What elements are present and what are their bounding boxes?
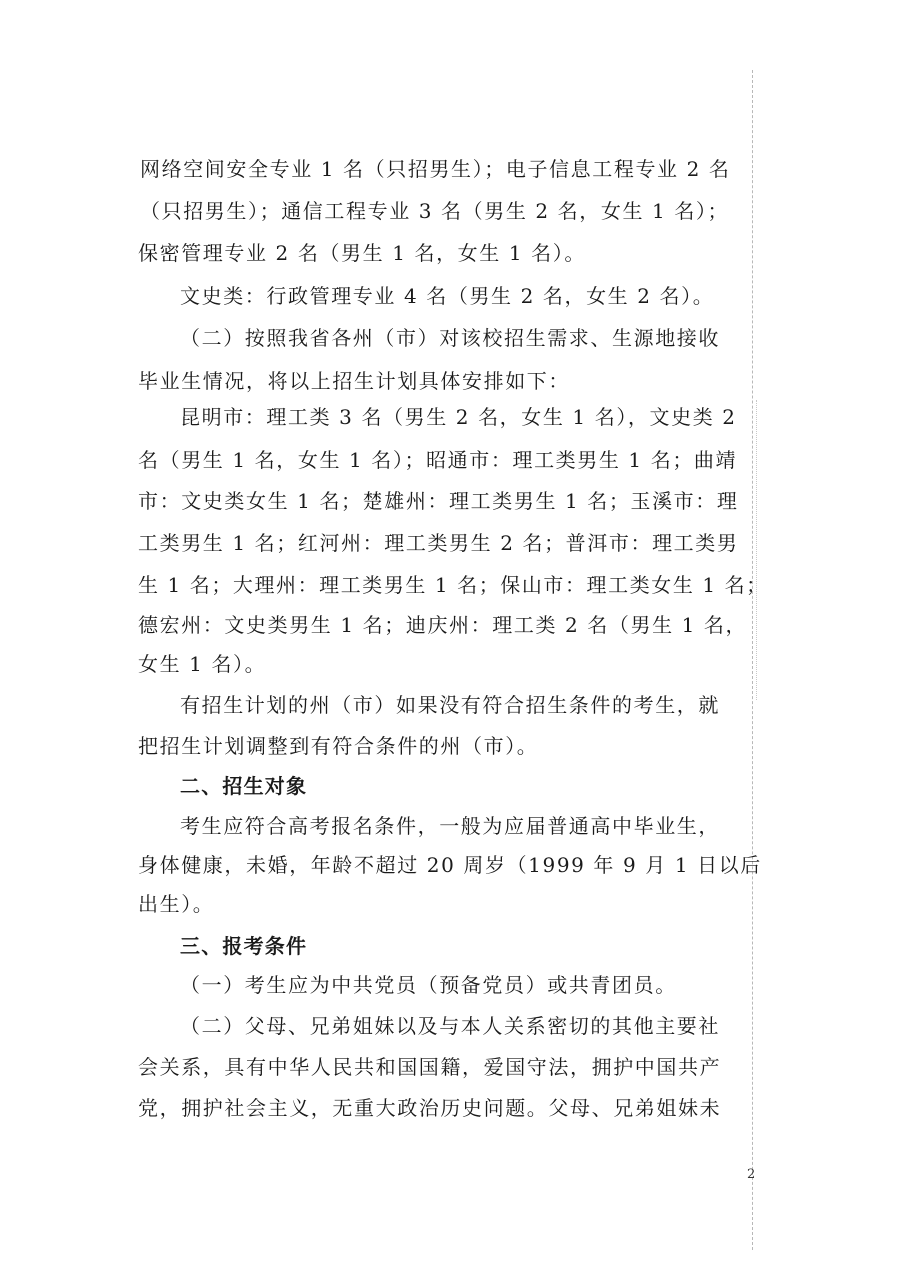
text-line-12: 德宏州：文史类男生 1 名；迪庆州：理工类 2 名（男生 1 名，	[138, 613, 748, 637]
text-line-5: （二）按照我省各州（市）对该校招生需求、生源地接收	[180, 326, 720, 350]
text-line-14: 有招生计划的州（市）如果没有符合招生条件的考生，就	[180, 693, 720, 717]
text-line-21: （一）考生应为中共党员（预备党员）或共青团员。	[180, 973, 677, 997]
text-line-4: 文史类：行政管理专业 4 名（男生 2 名，女生 2 名）。	[180, 284, 715, 308]
text-line-8: 名（男生 1 名，女生 1 名）；昭通市：理工类男生 1 名；曲靖	[138, 448, 738, 472]
page-number: 2	[747, 1167, 756, 1182]
text-line-17: 考生应符合高考报名条件，一般为应届普通高中毕业生，	[180, 814, 720, 838]
text-line-24: 党，拥护社会主义，无重大政治历史问题。父母、兄弟姐妹未	[138, 1096, 722, 1120]
text-line-11: 生 1 名；大理州：理工类男生 1 名；保山市：理工类女生 1 名；	[138, 573, 768, 597]
text-line-3: 保密管理专业 2 名（男生 1 名，女生 1 名）。	[138, 241, 586, 265]
scan-fold-line	[752, 70, 753, 1250]
scan-fold-line-secondary	[756, 400, 757, 700]
text-line-10: 工类男生 1 名；红河州：理工类男生 2 名；普洱市：理工类男	[138, 531, 739, 555]
text-line-7: 昆明市：理工类 3 名（男生 2 名，女生 1 名），文史类 2	[180, 405, 737, 429]
text-line-9: 市：文史类女生 1 名；楚雄州：理工类男生 1 名；玉溪市：理	[138, 489, 739, 513]
section-heading-application-requirements: 三、报考条件	[180, 934, 308, 958]
text-line-1: 网络空间安全专业 1 名（只招男生）；电子信息工程专业 2 名	[140, 157, 731, 181]
section-heading-recruitment-targets: 二、招生对象	[180, 774, 308, 798]
text-line-2: （只招男生）；通信工程专业 3 名（男生 2 名，女生 1 名）；	[140, 199, 730, 223]
text-line-15: 把招生计划调整到有符合条件的州（市）。	[138, 734, 539, 758]
text-line-18: 身体健康，未婚，年龄不超过 20 周岁（1999 年 9 月 1 日以后	[138, 853, 762, 877]
text-line-19: 出生）。	[138, 892, 215, 916]
text-line-23: 会关系，具有中华人民共和国国籍，爱国守法，拥护中国共产	[138, 1055, 722, 1079]
text-line-6: 毕业生情况，将以上招生计划具体安排如下：	[138, 369, 570, 393]
text-line-22: （二）父母、兄弟姐妹以及与本人关系密切的其他主要社	[180, 1014, 720, 1038]
text-line-13: 女生 1 名）。	[138, 652, 267, 676]
